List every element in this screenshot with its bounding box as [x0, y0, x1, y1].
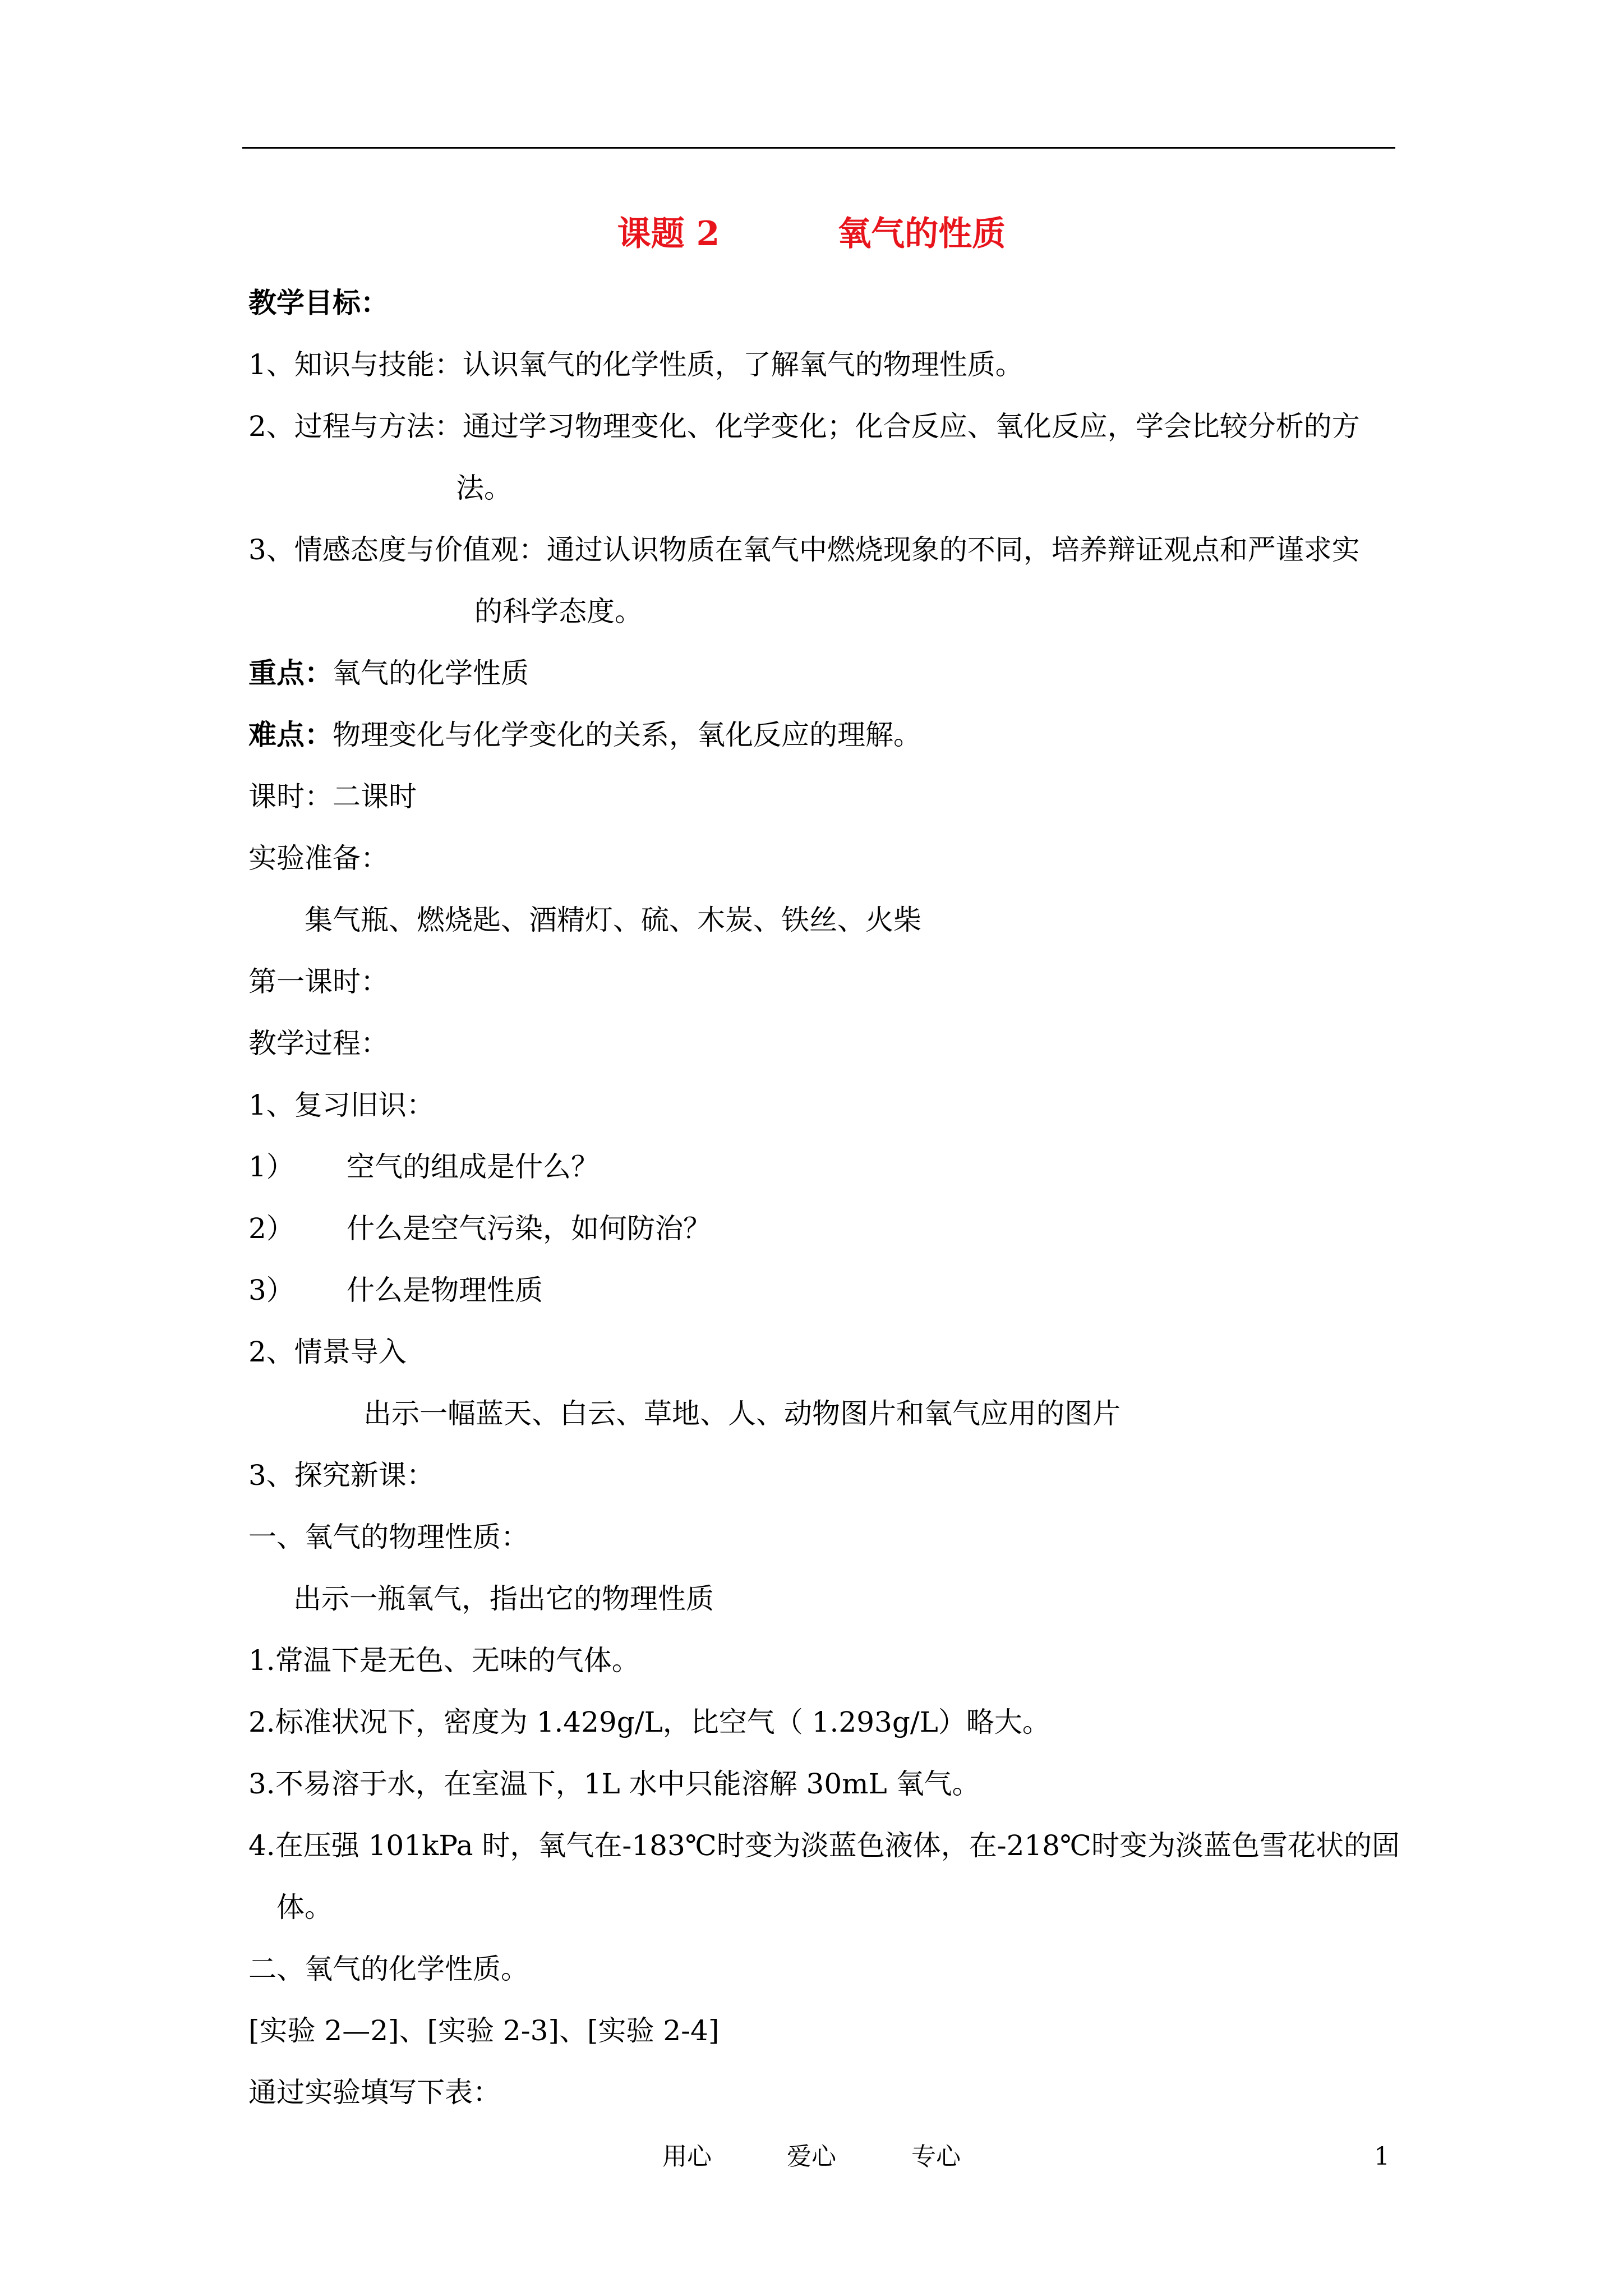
- physical-property-2: 2.标准状况下，密度为 1.429g/L，比空气（ 1.293g/L）略大。: [248, 1706, 1050, 1738]
- physical-property-4-continued: 体。: [276, 1891, 333, 1924]
- fill-table-instruction: 通过实验填写下表：: [248, 2076, 501, 2109]
- scene-text: 出示一幅蓝天、白云、草地、人、动物图片和氧气应用的图片: [363, 1397, 1121, 1430]
- explore-heading: 3、探究新课：: [248, 1459, 435, 1492]
- first-lesson: 第一课时：: [248, 965, 389, 998]
- chemical-properties-heading: 二、氧气的化学性质。: [248, 1953, 529, 1985]
- physical-property-4: 4.在压强 101kPa 时，氧气在-183℃时变为淡蓝色液体，在-218℃时变为淡蓝色雪花状的固: [248, 1829, 1400, 1862]
- footer-word: 用心: [662, 2142, 712, 2171]
- review-question: [248, 1206, 711, 1251]
- question-number: 2）: [248, 1212, 294, 1245]
- question-text: 空气的组成是什么？: [347, 1151, 599, 1183]
- physical-property-3: 3.不易溶于水，在室温下，1L 水中只能溶解 30mL 氧气。: [248, 1768, 980, 1800]
- objective-2: 2、过程与方法：通过学习物理变化、化学变化；化合反应、氧化反应，学会比较分析的方: [248, 410, 1360, 443]
- difficulty: [248, 712, 921, 757]
- objective-1: 1、知识与技能：认识氧气的化学性质，了解氧气的物理性质。: [248, 348, 1023, 381]
- key-point-text: 氧气的化学性质: [333, 657, 529, 689]
- review-heading: 1、复习旧识：: [248, 1089, 435, 1121]
- title-topic: 氧气的性质: [837, 214, 1006, 254]
- page-number: 1: [1374, 2142, 1390, 2171]
- scene-heading: 2、情景导入: [248, 1336, 407, 1368]
- experiments-list: [实验 2—2]、[实验 2-3]、[实验 2-4]: [248, 2014, 720, 2047]
- footer-word: 爱心: [787, 2142, 836, 2171]
- physical-intro: 出示一瓶氧气，指出它的物理性质: [293, 1582, 714, 1615]
- header-rule: [242, 147, 1395, 149]
- review-question: [248, 1268, 543, 1313]
- key-point: [248, 651, 529, 696]
- question-text: 什么是物理性质: [347, 1274, 543, 1306]
- page-title: [0, 209, 1623, 259]
- objective-3: 3、情感态度与价值观：通过认识物质在氧气中燃烧现象的不同，培养辩证观点和严谨求实: [248, 533, 1360, 566]
- review-question: [248, 1144, 599, 1189]
- preparation-heading: 实验准备：: [248, 842, 389, 875]
- key-point-label: 重点：: [248, 656, 333, 689]
- objective-2-continued: 法。: [456, 472, 512, 504]
- class-hours: 课时：二课时: [248, 780, 417, 813]
- preparation-materials: 集气瓶、燃烧匙、酒精灯、硫、木炭、铁丝、火柴: [305, 904, 921, 936]
- physical-properties-heading: 一、氧气的物理性质：: [248, 1521, 529, 1553]
- process-heading: 教学过程：: [248, 1027, 389, 1060]
- question-text: 什么是空气污染，如何防治？: [347, 1212, 711, 1245]
- difficulty-label: 难点：: [248, 718, 333, 751]
- question-number: 3）: [248, 1274, 294, 1306]
- title-lesson-number: 课题 2: [617, 214, 720, 254]
- physical-property-1: 1.常温下是无色、无味的气体。: [248, 1644, 640, 1677]
- footer-word: 专心: [911, 2142, 961, 2171]
- objective-3-continued: 的科学态度。: [474, 595, 643, 628]
- question-number: 1）: [248, 1151, 294, 1183]
- difficulty-text: 物理变化与化学变化的关系，氧化反应的理解。: [333, 719, 921, 751]
- objectives-heading: 教学目标：: [248, 286, 389, 319]
